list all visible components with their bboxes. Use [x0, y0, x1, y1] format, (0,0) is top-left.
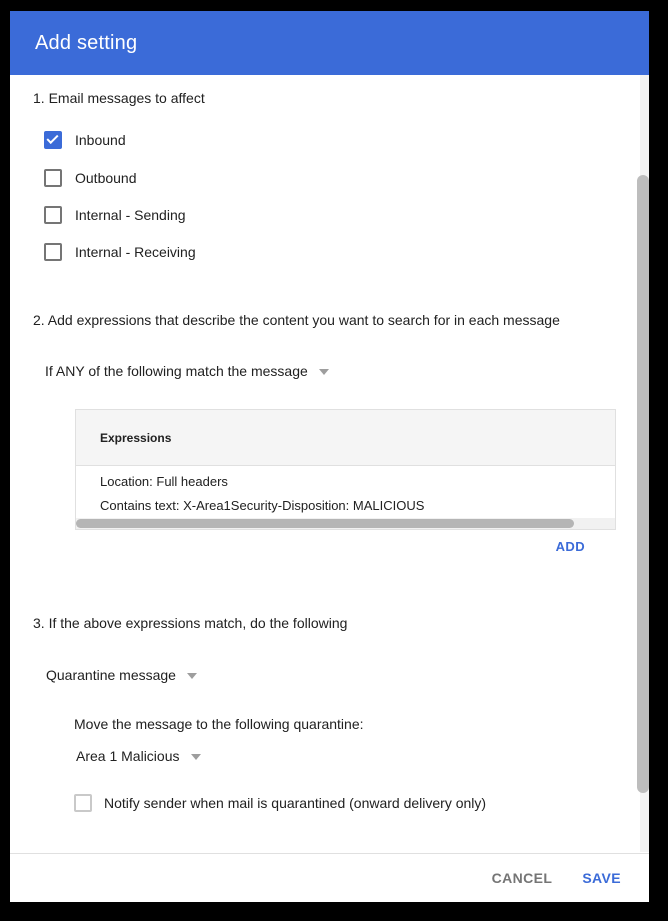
checkbox-unchecked-icon[interactable] — [44, 169, 62, 187]
checkbox-row-inbound[interactable] — [44, 131, 126, 149]
action-dropdown[interactable] — [46, 666, 197, 684]
save-button[interactable]: SAVE — [582, 870, 621, 886]
dialog-title: Add setting — [35, 31, 138, 54]
checkbox-row-notify-sender[interactable] — [74, 794, 486, 812]
chevron-down-icon — [191, 754, 201, 760]
chevron-down-icon — [187, 673, 197, 679]
checkbox-row-internal-sending[interactable] — [44, 206, 186, 224]
chevron-down-icon — [319, 369, 329, 375]
section-1-label: 1. Email messages to affect — [33, 90, 205, 106]
expressions-table-header — [76, 410, 615, 466]
dialog-footer — [10, 853, 649, 902]
action-dropdown-label: Quarantine message — [46, 667, 176, 683]
checkbox-unchecked-icon[interactable] — [44, 243, 62, 261]
horizontal-scrollbar-track — [76, 518, 615, 529]
expression-row: Contains text: X-Area1Security-Disposition: MALICIOUS — [100, 498, 425, 513]
checkbox-row-outbound[interactable] — [44, 169, 137, 187]
expressions-header-label: Expressions — [100, 430, 172, 445]
quarantine-target-dropdown-label: Area 1 Malicious — [76, 748, 180, 764]
expressions-table — [75, 409, 616, 530]
checkbox-label: Internal - Sending — [75, 207, 186, 223]
checkbox-label: Inbound — [75, 132, 126, 148]
checkbox-unchecked-icon[interactable] — [44, 206, 62, 224]
match-type-dropdown-label: If ANY of the following match the message — [45, 363, 308, 379]
checkbox-unchecked-icon[interactable] — [74, 794, 92, 812]
horizontal-scrollbar-thumb[interactable] — [76, 519, 574, 528]
add-setting-dialog — [10, 11, 649, 902]
expressions-table-body — [76, 466, 615, 518]
expression-row: Location: Full headers — [100, 474, 228, 489]
checkbox-label: Internal - Receiving — [75, 244, 196, 260]
section-2-label: 2. Add expressions that describe the content you want to search for in each message — [33, 312, 560, 328]
match-type-dropdown[interactable] — [45, 362, 329, 380]
quarantine-move-label: Move the message to the following quarantine: — [74, 716, 364, 732]
dialog-header — [10, 11, 649, 75]
cancel-button[interactable]: CANCEL — [491, 870, 553, 886]
checkbox-checked-icon[interactable] — [44, 131, 62, 149]
checkbox-label: Notify sender when mail is quarantined (onward delivery only) — [104, 795, 487, 811]
vertical-scrollbar-thumb[interactable] — [637, 175, 649, 793]
section-3-label: 3. If the above expressions match, do the following — [33, 615, 348, 631]
quarantine-target-dropdown[interactable] — [76, 747, 201, 765]
add-button[interactable]: ADD — [555, 539, 585, 554]
checkbox-label: Outbound — [75, 170, 137, 186]
checkbox-row-internal-receiving[interactable] — [44, 243, 196, 261]
